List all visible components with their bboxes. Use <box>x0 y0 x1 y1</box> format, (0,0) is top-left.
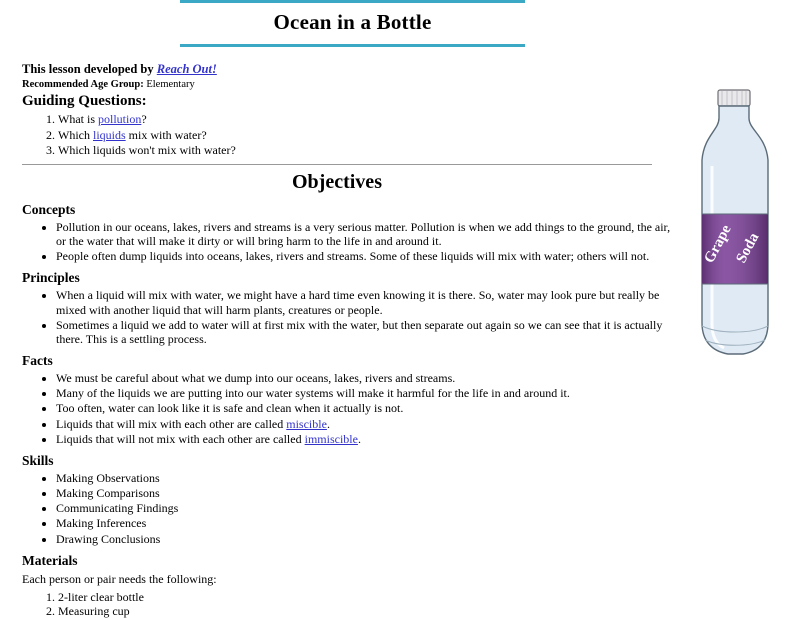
list-item: • When a liquid will mix with water, we might have a hard time even knowing it is there. So, water may look pure but really be mixed with another liquid that will harm plants, creatures or people. <box>56 288 672 316</box>
facts-heading: Facts <box>22 353 53 369</box>
list-item <box>58 128 672 143</box>
concepts-heading: Concepts <box>22 202 76 217</box>
list-item: • Many of the liquids we are putting into our water systems will make it harmful for the life in and around it. <box>56 386 672 400</box>
age-group-line <box>22 79 672 90</box>
list-item: • Sometimes a liquid we add to water will at first mix with the water, but then separate out again so we can see that it is actually there. This is a settling process. <box>56 318 672 346</box>
bottle-label-soda: Soda <box>733 230 763 266</box>
guiding-questions-heading: Guiding Questions: <box>22 93 147 109</box>
question-post: mix with water? <box>125 127 207 142</box>
bottle-label-grape: Grape <box>701 222 735 266</box>
liquids-link[interactable]: liquids <box>93 127 126 142</box>
materials-intro: Each person or pair needs the following: <box>22 571 217 586</box>
title-underline-rule <box>180 44 525 47</box>
list-item: 1. 2-liter clear bottle <box>58 590 672 604</box>
list-item: • Making Comparisons <box>56 486 672 500</box>
list-item <box>58 112 672 127</box>
guiding-questions-list <box>40 112 672 158</box>
list-item: • Drawing Conclusions <box>56 532 672 546</box>
bottle-illustration <box>688 88 788 363</box>
facts-list <box>22 371 672 446</box>
list-item: • Communicating Findings <box>56 501 672 515</box>
pollution-link[interactable]: pollution <box>98 112 142 126</box>
principles-list <box>22 288 672 346</box>
list-item <box>58 143 672 158</box>
list-item: • Making Inferences <box>56 516 672 530</box>
lesson-credit-line <box>22 62 672 77</box>
document-body <box>22 62 672 618</box>
page-title: Ocean in a Bottle <box>273 10 432 34</box>
lesson-credit-prefix: This lesson developed by <box>22 62 157 76</box>
age-group-value: Elementary <box>143 79 195 90</box>
materials-heading: Materials <box>22 552 78 568</box>
fact-pre: Liquids that will mix with each other are called <box>56 416 287 431</box>
section-divider <box>22 164 652 165</box>
list-item: • People often dump liquids into oceans, lakes, rivers and streams. Some of these liquids will mix with water; others will not. <box>56 249 672 263</box>
list-item: • We must be careful about what we dump into our oceans, lakes, rivers and streams. <box>56 371 672 385</box>
objectives-heading: Objectives <box>292 171 382 193</box>
list-item <box>56 417 672 431</box>
fact-post: . <box>326 416 330 431</box>
skills-heading: Skills <box>22 452 54 468</box>
materials-list <box>22 590 672 618</box>
reach-out-link[interactable]: Reach Out! <box>156 62 217 76</box>
immiscible-link[interactable]: immiscible <box>304 431 358 446</box>
age-group-label: Recommended Age Group: <box>22 79 144 90</box>
list-item: 2. Measuring cup <box>58 604 672 618</box>
soda-bottle-graphic <box>688 88 788 363</box>
miscible-link[interactable]: miscible <box>286 416 327 431</box>
list-item <box>56 432 672 446</box>
list-item: • Too often, water can look like it is safe and clean when it actually is not. <box>56 401 672 415</box>
fact-post: . <box>357 431 361 446</box>
list-item: • Making Observations <box>56 471 672 485</box>
skills-list <box>22 471 672 546</box>
concepts-list <box>22 220 672 263</box>
question-pre: What is <box>58 112 98 126</box>
question-post: ? <box>141 112 147 126</box>
fact-pre: Liquids that will not mix with each other are called <box>56 431 305 446</box>
top-divider-rule <box>180 0 525 3</box>
question-pre: Which liquids won't mix with water? <box>58 143 236 157</box>
principles-heading: Principles <box>22 270 80 286</box>
list-item: • Pollution in our oceans, lakes, rivers and streams is a very serious matter. Pollution is when we add things to the ground, the air, or the water that will make it dirty or will bring harm to the life in and around it. <box>56 220 672 248</box>
question-pre: Which <box>58 127 93 142</box>
